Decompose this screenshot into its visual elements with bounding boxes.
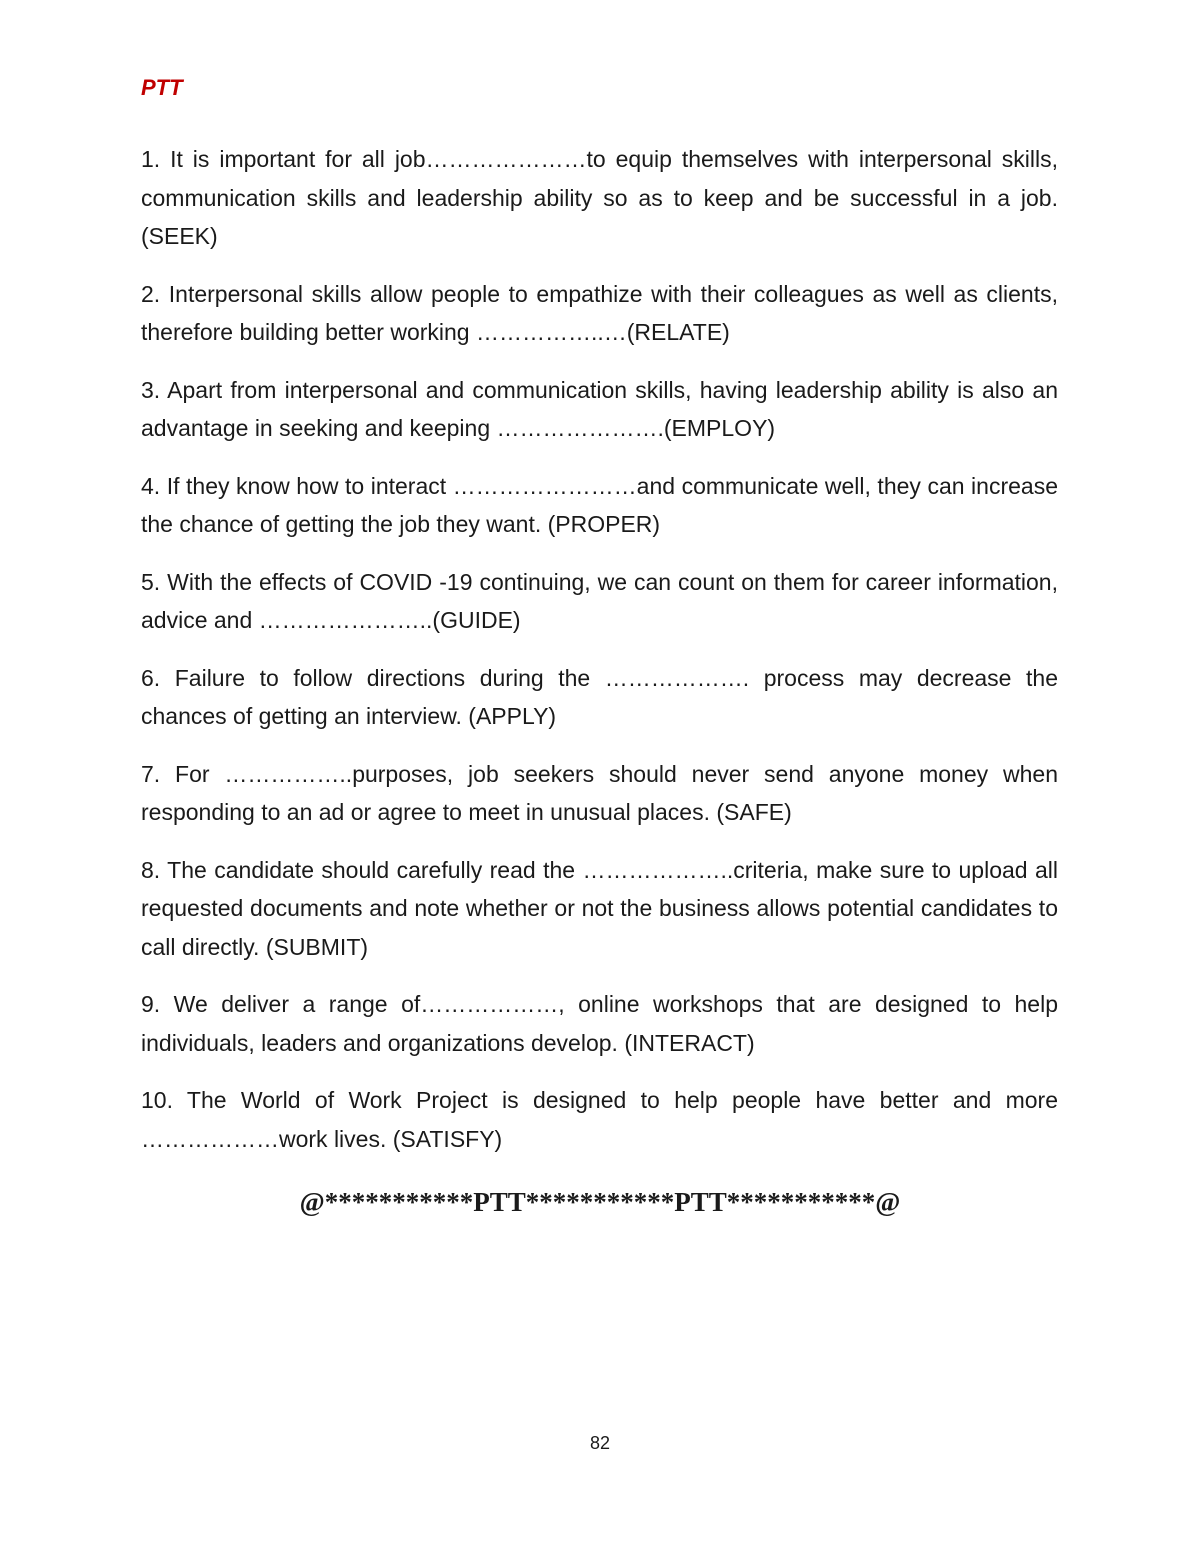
section-divider: @***********PTT***********PTT***********@ xyxy=(299,1187,901,1217)
question-item: 2. Interpersonal skills allow people to empathize with their colleagues as well as clients, therefore building better working ……………..…(RELATE) xyxy=(141,280,1058,345)
question-item: 10. The World of Work Project is designed to help people have better and more ………………work lives. (SATISFY) xyxy=(141,1087,1058,1152)
question-item: 7. For ……………..purposes, job seekers should never send anyone money when responding to an ad or agree to meet in unusual places. (SAFE) xyxy=(141,760,1058,825)
page-number: 82 xyxy=(589,1433,611,1453)
question-item: 5. With the effects of COVID -19 continuing, we can count on them for career information, advice and …………………..(GUIDE) xyxy=(141,568,1058,633)
question-item: 6. Failure to follow directions during the ………………. process may decrease the chances of getting an interview. (APPLY) xyxy=(141,664,1058,729)
question-item: 4. If they know how to interact ……………………and communicate well, they can increase the chance of getting the job they want. (PROPER) xyxy=(141,472,1058,537)
header-mark: PTT xyxy=(141,75,183,100)
question-list xyxy=(141,140,1058,1177)
question-item: 8. The candidate should carefully read the ………………..criteria, make sure to upload all requested documents and note whether or not the business allows potential candidates to call directly. (SUBMIT) xyxy=(141,856,1058,960)
question-item: 9. We deliver a range of………………, online workshops that are designed to help individuals, leaders and organizations develop. (INTERACT) xyxy=(141,991,1058,1056)
question-item: 1. It is important for all job…………………to equip themselves with interpersonal skills, communication skills and leadership ability so as to keep and be successful in a job. (SEEK) xyxy=(141,146,1058,249)
question-item: 3. Apart from interpersonal and communication skills, having leadership ability is also an advantage in seeking and keeping ………………….(EMPLOY) xyxy=(141,376,1058,441)
